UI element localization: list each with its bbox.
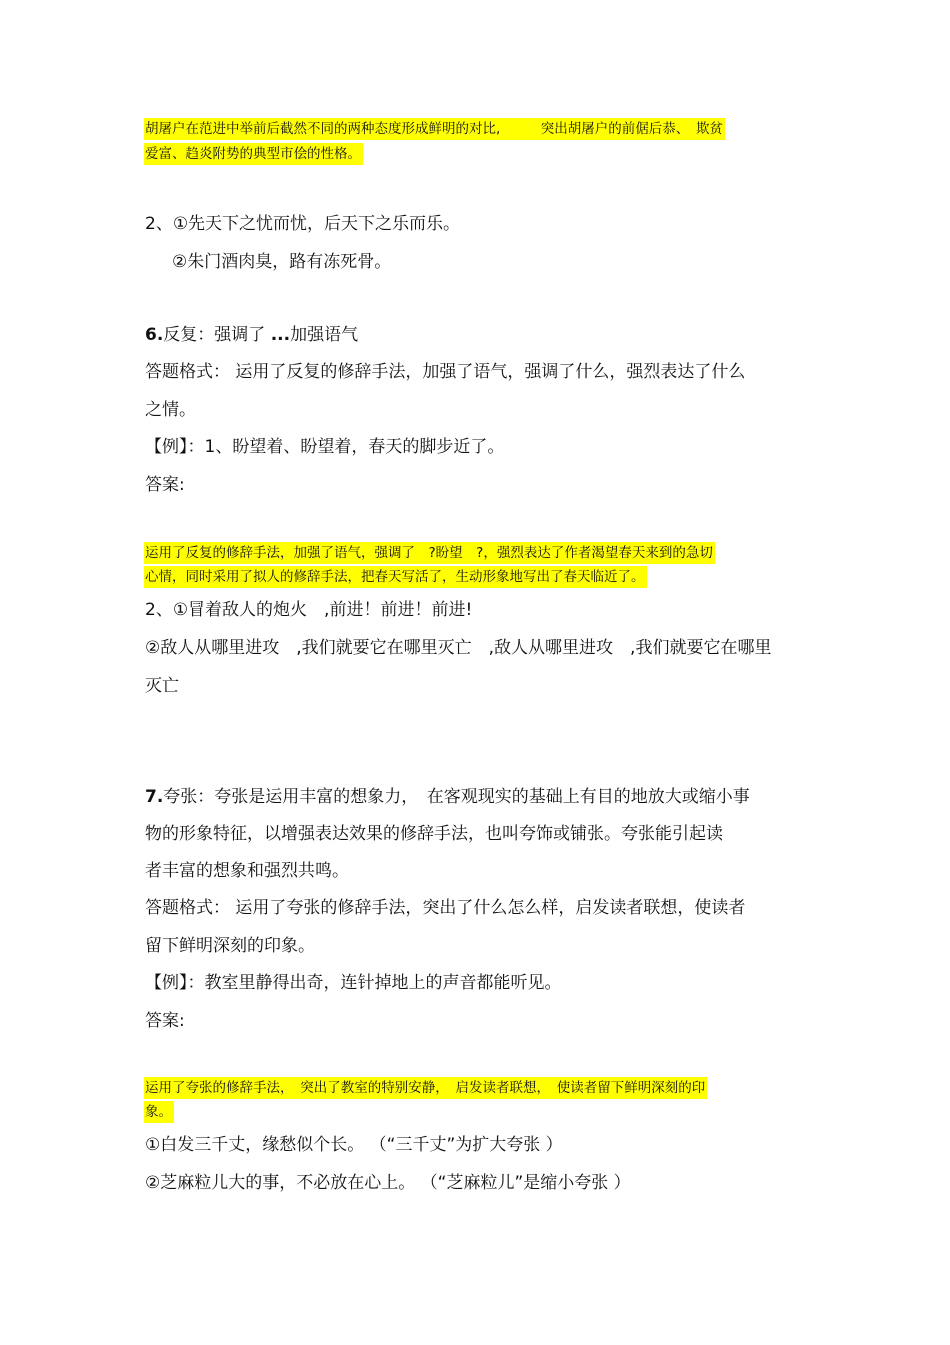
answer-label: 答案: — [145, 475, 185, 495]
section-heading-repetition — [145, 324, 358, 346]
example-line: 2、①冒着敌人的炮火 ,前进！前进！前进! — [145, 600, 473, 620]
example-line: 【例】：教室里静得出奇，连针掉地上的声音都能听见。 — [145, 973, 562, 993]
section-title: 反复：强调了 — [163, 325, 266, 345]
section-title-rest: 加强语气 — [290, 325, 359, 345]
section-title: 夸张：夸张是运用丰富的想象力， 在客观现实的基础上有目的地放大或缩小事 — [163, 787, 750, 807]
example-line: ①白发三千丈，缘愁似个长。 （“三千丈”为扩大夸张 ） — [145, 1135, 563, 1155]
example-line: ②朱门酒肉臭，路有冻死骨。 — [172, 252, 392, 272]
example-line: 【例】：1、盼望着、盼望着，春天的脚步近了。 — [145, 437, 505, 457]
answer-format-line: 之情。 — [145, 400, 196, 420]
answer-format-line: 答题格式： 运用了夸张的修辞手法，突出了什么怎么样，启发读者联想，使读者 — [145, 898, 746, 918]
definition-line: 者丰富的想象和强烈共鸣。 — [145, 861, 349, 881]
example-line: 2、①先天下之忧而忧，后天下之乐而乐。 — [145, 214, 461, 234]
definition-line: 物的形象特征，以增强表达效果的修辞手法，也叫夸饰或铺张。夸张能引起读 — [145, 824, 723, 844]
answer-highlight-line: 运用了反复的修辞手法，加强了语气，强调了 ?盼望 ?，强烈表达了作者渴望春天来到的急切 — [144, 542, 715, 564]
section-number: 7. — [145, 787, 164, 807]
example-line: ②芝麻粒儿大的事，不必放在心上。 （“芝麻粒儿”是缩小夸张 ） — [145, 1173, 631, 1193]
answer-label: 答案: — [145, 1011, 185, 1031]
example-line: ②敌人从哪里进攻 ,我们就要它在哪里灭亡 ,敌人从哪里进攻 ,我们就要它在哪里 — [145, 638, 772, 658]
heading-dots: ... — [270, 325, 291, 345]
answer-highlight-line: 心情，同时采用了拟人的修辞手法，把春天写活了，生动形象地写出了春天临近了。 — [144, 566, 647, 588]
answer-highlight-line: 象。 — [144, 1101, 174, 1123]
section-heading-exaggeration — [145, 786, 750, 808]
answer-format-line: 答题格式： 运用了反复的修辞手法，加强了语气，强调了什么，强烈表达了什么 — [145, 362, 746, 382]
answer-format-line: 留下鲜明深刻的印象。 — [145, 936, 315, 956]
section-number: 6. — [145, 325, 164, 345]
example-line: 灭亡 — [145, 676, 179, 696]
answer-highlight-line: 运用了夸张的修辞手法， 突出了教室的特别安静， 启发读者联想， 使读者留下鲜明深刻的印 — [144, 1077, 707, 1099]
answer-highlight-line: 爱富、趋炎附势的典型市侩的性格。 — [144, 143, 363, 165]
answer-highlight-line: 胡屠户在范进中举前后截然不同的两种态度形成鲜明的对比, 突出胡屠户的前倨后恭、 欺贫 — [144, 118, 725, 140]
